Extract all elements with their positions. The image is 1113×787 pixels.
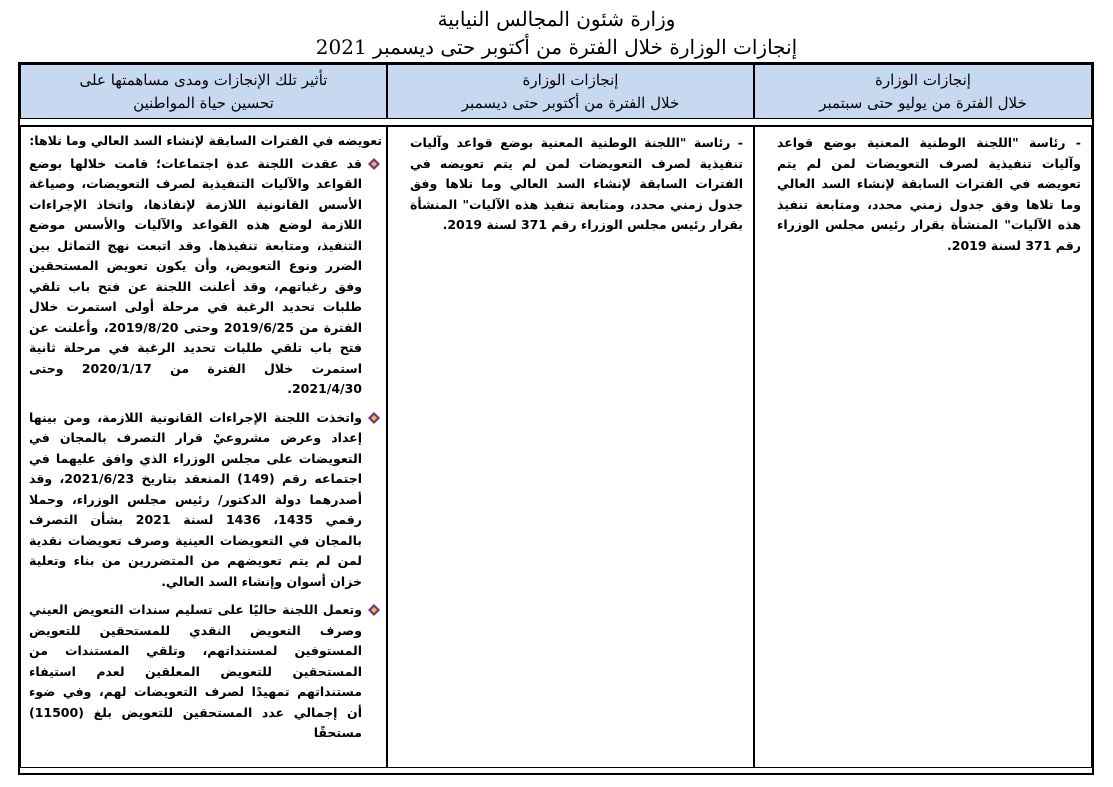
ministry-title: وزارة شئون المجالس النيابية (437, 7, 676, 31)
list-item (29, 408, 382, 593)
header-line: تأثير تلك الإنجازات ومدى مساهمتها على (79, 71, 328, 89)
header-cell-oct-dec (387, 64, 754, 119)
header-line: إنجازات الوزارة (522, 71, 619, 89)
cell-oct-dec (387, 126, 754, 768)
header-cell-jul-sep (754, 64, 1092, 119)
cell-impact (20, 126, 387, 768)
cell-text: - رئاسة "اللجنة الوطنية المعنية بوضع قواعد وآليات تنفيذية لصرف التعويضات لمن لم يتم تعويضه في الفترات السابقة لإنشاء السد العالي وما تلاها وفق جدول زمني محدد، ومتابعة تنفيذ هذه الآليات" المنشأة بقرار رئيس مجلس الوزراء رقم 371 لسنة 2019. (410, 135, 743, 232)
header-line: خلال الفترة من أكتوبر حتى ديسمبر (461, 94, 680, 112)
header-separator (20, 119, 1092, 126)
cell-text: - رئاسة "اللجنة الوطنية المعنية بوضع قواعد وآليات تنفيذية لصرف التعويضات لمن لم يتم تعويضه في الفترات السابقة لإنشاء السد العالي وما تلاها وفق جدول زمني محدد، ومتابعة تنفيذ هذه الآليات" المنشأة بقرار رئيس مجلس الوزراء رقم 371 لسنة 2019. (777, 135, 1081, 253)
list-item (29, 154, 382, 400)
list-item-text: واتخذت اللجنة الإجراءات القانونية اللازمة، ومن بينها إعداد وعرض مشروعيْ قرار التصرف بالمجان في التعويضات على مجلس الوزراء الذي وافق عليهما في اجتماعه رقم (149) المنعقد بتاريخ 2021/6/23، وقد أصدرهما دولة الدكتور/ رئيس مجلس الوزراء، وحملا رقمي 1435، 1436 لسنة 2021 بشأن التصرف بالمجان في التعويضات العينية وصرف تعويضات نقدية لمن لم يتم تعويضهم من المتضررين من بناء وتعلية خزان أسوان وإنشاء السد العالي. (29, 409, 362, 589)
cell-intro-text: تعويضه في الفترات السابقة لإنشاء السد العالي وما تلاها: (29, 133, 382, 148)
diamond-arrow-bullet-icon (368, 158, 380, 170)
diamond-arrow-bullet-icon (368, 412, 380, 424)
header-line: إنجازات الوزارة (875, 71, 971, 89)
diamond-arrow-bullet-icon (368, 604, 380, 616)
list-item (29, 600, 382, 744)
cell-jul-sep (754, 126, 1092, 768)
list-item-text: قد عقدت اللجنة عدة اجتماعات؛ قامت خلالها بوضع القواعد والآليات التنفيذية لصرف التعويضات، وصياغة الأسس القانونية اللازمة لإنفاذها، واتخاذ الإجراءات اللازمة لوضع هذه القواعد والآليات والأسس موضع التنفيذ، ومتابعة تنفيذها. وقد اتبعت نهج التماثل بين الضرر ونوع التعويض، وأن يكون تعويض المستحقين وفق رغباتهم، وقد أعلنت اللجنة عن فتح باب تلقي طلبات تحديد الرغبة في مرحلة أولى استمرت خلال الفترة من 2019/6/25 وحتى 2019/8/20، وأعلنت عن فتح باب تلقي طلبات تحديد الرغبة في مرحلة ثانية استمرت خلال الفترة من 2020/1/17 وحتى 2021/4/30. (29, 155, 362, 396)
list-item-text: وتعمل اللجنة حاليًا على تسليم سندات التعويض العيني وصرف التعويض النقدي للمستحقين للتعويض المستوفين لمستنداتهم، وتلقي المستندات من المستحقين للتعويض المعلقين لعدم استيفاء مستنداتهم تمهيدًا لصرف التعويضات لهم، وفي ضوء أن إجمالي عدد المستحقين للتعويض بلغ (11500) مستحقًا (29, 602, 362, 740)
page-subtitle: إنجازات الوزارة خلال الفترة من أكتوبر حتى ديسمبر 2021 (315, 35, 798, 59)
header-line: تحسين حياة المواطنين (133, 94, 274, 112)
header-cell-impact (20, 64, 387, 119)
header-line: خلال الفترة من يوليو حتى سبتمبر (819, 94, 1027, 112)
